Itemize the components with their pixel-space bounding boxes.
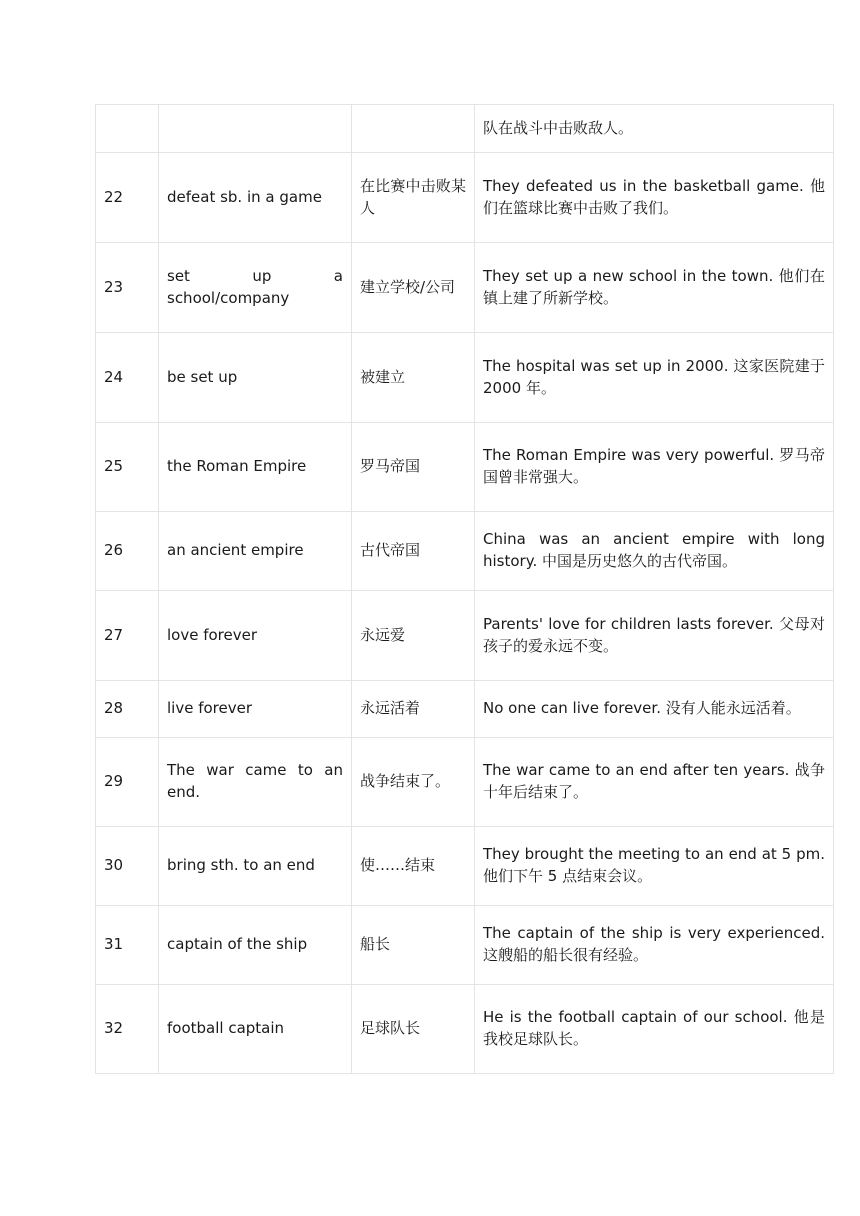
table-row [96,333,834,423]
table-row [96,827,834,906]
table-row [96,681,834,738]
example-cell: Parents' love for children lasts forever. 父母对孩子的爱永远不变。 [475,591,834,681]
phrase-cell: captain of the ship [159,906,352,985]
meaning-cell: 永远爱 [352,591,475,681]
meaning-cell: 建立学校/公司 [352,243,475,333]
row-number: 25 [96,423,159,512]
phrase-cell: football captain [159,985,352,1074]
example-cell: 队在战斗中击败敌人。 [475,105,834,153]
phrase-cell: an ancient empire [159,512,352,591]
table-row [96,906,834,985]
row-number: 31 [96,906,159,985]
phrase-cell: The war came to an end. [159,738,352,827]
phrase-cell: live forever [159,681,352,738]
row-number: 24 [96,333,159,423]
table-row [96,243,834,333]
meaning-cell: 使……结束 [352,827,475,906]
meaning-cell: 足球队长 [352,985,475,1074]
table-row [96,105,834,153]
meaning-cell: 被建立 [352,333,475,423]
meaning-cell: 永远活着 [352,681,475,738]
table-row [96,985,834,1074]
table-row [96,423,834,512]
phrase-cell: set up a school/company [159,243,352,333]
table-row [96,153,834,243]
meaning-cell: 船长 [352,906,475,985]
meaning-cell: 古代帝国 [352,512,475,591]
meaning-cell [352,105,475,153]
table-row [96,512,834,591]
example-cell: They set up a new school in the town. 他们在镇上建了所新学校。 [475,243,834,333]
table-row [96,738,834,827]
vocabulary-table [95,104,834,1074]
row-number: 28 [96,681,159,738]
phrase-cell: bring sth. to an end [159,827,352,906]
row-number: 26 [96,512,159,591]
row-number: 32 [96,985,159,1074]
example-cell: The war came to an end after ten years. 战争十年后结束了。 [475,738,834,827]
phrase-cell: be set up [159,333,352,423]
row-number: 29 [96,738,159,827]
phrase-cell: love forever [159,591,352,681]
example-cell: They defeated us in the basketball game. 他们在篮球比赛中击败了我们。 [475,153,834,243]
example-cell: They brought the meeting to an end at 5 pm. 他们下午 5 点结束会议。 [475,827,834,906]
phrase-cell: defeat sb. in a game [159,153,352,243]
phrase-cell: the Roman Empire [159,423,352,512]
row-number: 22 [96,153,159,243]
example-cell: The hospital was set up in 2000. 这家医院建于 2000 年。 [475,333,834,423]
row-number: 27 [96,591,159,681]
example-cell: China was an ancient empire with long history. 中国是历史悠久的古代帝国。 [475,512,834,591]
example-cell: No one can live forever. 没有人能永远活着。 [475,681,834,738]
example-cell: The Roman Empire was very powerful. 罗马帝国曾非常强大。 [475,423,834,512]
row-number [96,105,159,153]
row-number: 30 [96,827,159,906]
phrase-cell [159,105,352,153]
table-row [96,591,834,681]
example-cell: The captain of the ship is very experienced. 这艘船的船长很有经验。 [475,906,834,985]
meaning-cell: 罗马帝国 [352,423,475,512]
meaning-cell: 战争结束了。 [352,738,475,827]
row-number: 23 [96,243,159,333]
meaning-cell: 在比赛中击败某人 [352,153,475,243]
example-cell: He is the football captain of our school. 他是我校足球队长。 [475,985,834,1074]
